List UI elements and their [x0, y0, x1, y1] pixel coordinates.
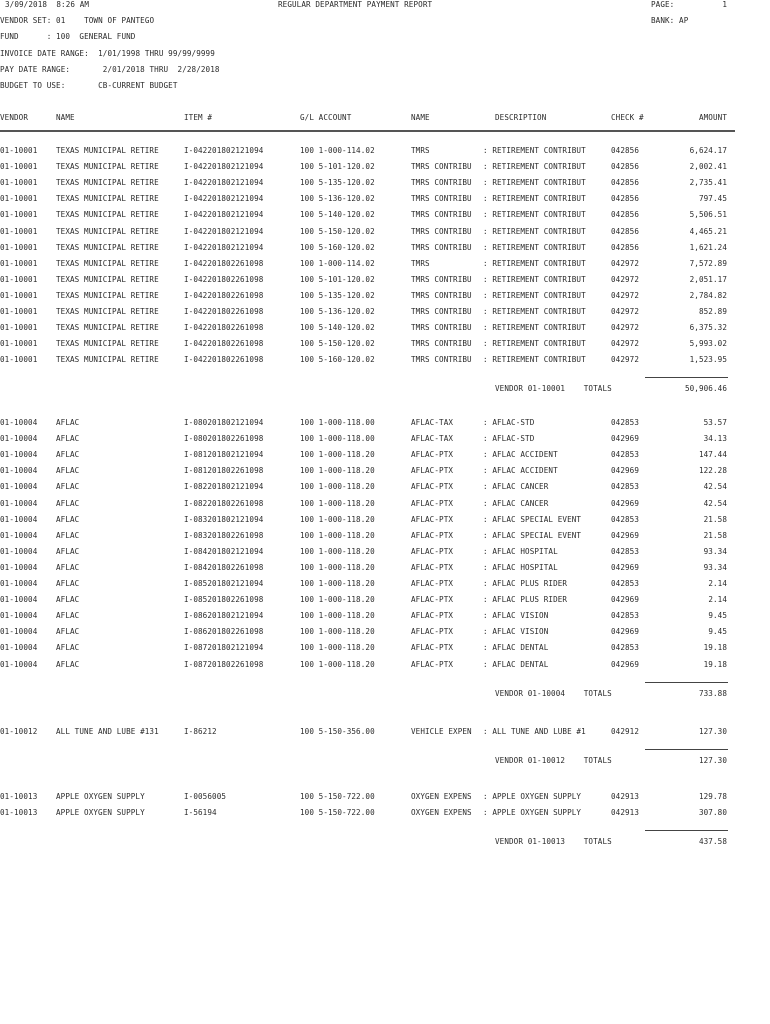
- account-name-cell: VEHICLE EXPEN: [411, 727, 472, 736]
- gl-account-cell: 100 1-000-118.20: [300, 627, 375, 636]
- gl-account-cell: 100 5-150-120.02: [300, 227, 375, 236]
- account-name-cell: AFLAC-PTX: [411, 627, 472, 636]
- item-number-cell: I-042201802121094: [184, 146, 264, 155]
- check-number-cell: 042972: [611, 323, 640, 332]
- description-cell: : RETIREMENT CONTRIBUT: [483, 259, 586, 268]
- gl-account-cell: 100 5-140-120.02: [300, 323, 375, 332]
- page-label: PAGE:: [651, 0, 675, 9]
- account-name-cell: AFLAC-PTX: [411, 643, 472, 652]
- vendor-cell: 01-10004: [0, 547, 38, 556]
- account-name-cell: TMRS CONTRIBU: [411, 355, 472, 364]
- gl-account-cell: 100 1-000-118.20: [300, 482, 375, 491]
- item-number-cell: I-042201802121094: [184, 194, 264, 203]
- account-name-cell: AFLAC-PTX: [411, 660, 472, 669]
- vendor-name-cell: TEXAS MUNICIPAL RETIRE: [56, 146, 159, 155]
- gl-account-cell: 100 5-140-120.02: [300, 210, 375, 219]
- vendor-name-cell: AFLAC: [56, 450, 80, 459]
- description-cell: : APPLE OXYGEN SUPPLY: [483, 808, 582, 817]
- check-number-cell: 042856: [611, 227, 640, 236]
- col-header-vendor: VENDOR: [0, 113, 29, 122]
- vendor-name-cell: AFLAC: [56, 563, 80, 572]
- gl-account-cell: 100 5-135-120.02: [300, 291, 375, 300]
- amount-cell: 7,572.89: [689, 259, 727, 268]
- vendor-name-cell: TEXAS MUNICIPAL RETIRE: [56, 243, 159, 252]
- gl-account-cell: 100 5-101-120.02: [300, 162, 375, 171]
- gl-account-cell: 100 5-160-120.02: [300, 243, 375, 252]
- description-cell: : AFLAC CANCER: [483, 482, 549, 491]
- vendor-cell: 01-10001: [0, 210, 38, 219]
- account-name-cell: TMRS CONTRIBU: [411, 227, 472, 236]
- gl-account-cell: 100 1-000-118.00: [300, 418, 375, 427]
- vendor-cell: 01-10001: [0, 194, 38, 203]
- vendor-name-cell: AFLAC: [56, 418, 80, 427]
- bank-line: BANK: AP: [651, 16, 689, 25]
- col-header-gl-account: G/L ACCOUNT: [300, 113, 352, 122]
- check-number-cell: 042853: [611, 418, 640, 427]
- vendor-cell: 01-10001: [0, 339, 38, 348]
- amount-cell: 19.18: [703, 660, 727, 669]
- total-underline: [645, 749, 728, 750]
- account-name-cell: TMRS CONTRIBU: [411, 178, 472, 187]
- check-number-cell: 042969: [611, 627, 640, 636]
- gl-account-cell: 100 1-000-118.20: [300, 547, 375, 556]
- item-number-cell: I-086201802261098: [184, 627, 264, 636]
- amount-cell: 127.30: [698, 727, 727, 736]
- account-name-cell: AFLAC-PTX: [411, 595, 472, 604]
- page-number: 1: [722, 0, 727, 9]
- amount-cell: 797.45: [698, 194, 727, 203]
- vendor-name-cell: TEXAS MUNICIPAL RETIRE: [56, 194, 159, 203]
- account-name-cell: OXYGEN EXPENS: [411, 792, 472, 801]
- vendor-cell: 01-10001: [0, 275, 38, 284]
- description-cell: : AFLAC DENTAL: [483, 643, 549, 652]
- vendor-total-amount: 127.30: [698, 756, 727, 765]
- amount-cell: 6,624.17: [689, 146, 727, 155]
- vendor-total-label: VENDOR 01-10001 TOTALS: [495, 384, 612, 393]
- gl-account-cell: 100 1-000-118.20: [300, 643, 375, 652]
- account-name-cell: TMRS CONTRIBU: [411, 162, 472, 171]
- vendor-name-cell: TEXAS MUNICIPAL RETIRE: [56, 275, 159, 284]
- account-name-cell: TMRS: [411, 259, 468, 268]
- vendor-total-amount: 50,906.46: [684, 384, 727, 393]
- item-number-cell: I-084201802261098: [184, 563, 264, 572]
- total-underline: [645, 377, 728, 378]
- vendor-cell: 01-10004: [0, 579, 38, 588]
- gl-account-cell: 100 5-160-120.02: [300, 355, 375, 364]
- amount-cell: 2,735.41: [689, 178, 727, 187]
- vendor-name-cell: AFLAC: [56, 482, 80, 491]
- item-number-cell: I-081201802121094: [184, 450, 264, 459]
- vendor-name-cell: AFLAC: [56, 515, 80, 524]
- description-cell: : AFLAC VISION: [483, 627, 549, 636]
- item-number-cell: I-080201802121094: [184, 418, 264, 427]
- description-cell: : AFLAC HOSPITAL: [483, 563, 558, 572]
- gl-account-cell: 100 1-000-118.20: [300, 515, 375, 524]
- amount-cell: 21.58: [703, 531, 727, 540]
- gl-account-cell: 100 1-000-118.20: [300, 579, 375, 588]
- gl-account-cell: 100 5-136-120.02: [300, 194, 375, 203]
- item-number-cell: I-042201802261098: [184, 259, 264, 268]
- item-number-cell: I-082201802121094: [184, 482, 264, 491]
- description-cell: : AFLAC SPECIAL EVENT: [483, 531, 582, 540]
- check-number-cell: 042853: [611, 579, 640, 588]
- pay-date-range: PAY DATE RANGE: 2/01/2018 THRU 2/28/2018: [0, 65, 220, 74]
- amount-cell: 2,051.17: [689, 275, 727, 284]
- vendor-name-cell: TEXAS MUNICIPAL RETIRE: [56, 227, 159, 236]
- description-cell: : RETIREMENT CONTRIBUT: [483, 275, 586, 284]
- description-cell: : RETIREMENT CONTRIBUT: [483, 210, 586, 219]
- item-number-cell: I-085201802261098: [184, 595, 264, 604]
- vendor-cell: 01-10001: [0, 355, 38, 364]
- vendor-name-cell: TEXAS MUNICIPAL RETIRE: [56, 210, 159, 219]
- check-number-cell: 042853: [611, 611, 640, 620]
- vendor-total-amount: 733.88: [698, 689, 727, 698]
- amount-cell: 5,993.02: [689, 339, 727, 348]
- vendor-cell: 01-10004: [0, 418, 38, 427]
- description-cell: : AFLAC DENTAL: [483, 660, 549, 669]
- col-header-amount: AMOUNT: [698, 113, 727, 122]
- item-number-cell: I-042201802261098: [184, 355, 264, 364]
- check-number-cell: 042969: [611, 595, 640, 604]
- account-name-cell: AFLAC-PTX: [411, 499, 472, 508]
- vendor-cell: 01-10004: [0, 450, 38, 459]
- gl-account-cell: 100 1-000-118.20: [300, 531, 375, 540]
- vendor-cell: 01-10001: [0, 323, 38, 332]
- gl-account-cell: 100 1-000-118.20: [300, 595, 375, 604]
- description-cell: : RETIREMENT CONTRIBUT: [483, 243, 586, 252]
- check-number-cell: 042856: [611, 243, 640, 252]
- description-cell: : RETIREMENT CONTRIBUT: [483, 162, 586, 171]
- check-number-cell: 042913: [611, 808, 640, 817]
- vendor-cell: 01-10004: [0, 499, 38, 508]
- vendor-name-cell: APPLE OXYGEN SUPPLY: [56, 792, 145, 801]
- amount-cell: 5,506.51: [689, 210, 727, 219]
- description-cell: : AFLAC SPECIAL EVENT: [483, 515, 582, 524]
- amount-cell: 147.44: [698, 450, 727, 459]
- description-cell: : RETIREMENT CONTRIBUT: [483, 355, 586, 364]
- amount-cell: 122.28: [698, 466, 727, 475]
- header-double-rule: [0, 130, 735, 132]
- col-header-check: CHECK #: [611, 113, 644, 122]
- item-number-cell: I-083201802261098: [184, 531, 264, 540]
- item-number-cell: I-087201802121094: [184, 643, 264, 652]
- item-number-cell: I-081201802261098: [184, 466, 264, 475]
- check-number-cell: 042972: [611, 339, 640, 348]
- vendor-cell: 01-10004: [0, 563, 38, 572]
- amount-cell: 42.54: [703, 482, 727, 491]
- vendor-cell: 01-10001: [0, 146, 38, 155]
- account-name-cell: AFLAC-TAX: [411, 434, 472, 443]
- check-number-cell: 042972: [611, 259, 640, 268]
- vendor-cell: 01-10004: [0, 595, 38, 604]
- gl-account-cell: 100 1-000-114.02: [300, 259, 375, 268]
- item-number-cell: I-042201802261098: [184, 291, 264, 300]
- account-name-cell: TMRS CONTRIBU: [411, 194, 472, 203]
- check-number-cell: 042972: [611, 275, 640, 284]
- gl-account-cell: 100 5-150-120.02: [300, 339, 375, 348]
- description-cell: : ALL TUNE AND LUBE #1: [483, 727, 586, 736]
- vendor-cell: 01-10001: [0, 178, 38, 187]
- vendor-set-line: VENDOR SET: 01 TOWN OF PANTEGO: [0, 16, 155, 25]
- amount-cell: 93.34: [703, 563, 727, 572]
- description-cell: : RETIREMENT CONTRIBUT: [483, 291, 586, 300]
- amount-cell: 307.80: [698, 808, 727, 817]
- item-number-cell: I-042201802261098: [184, 323, 264, 332]
- amount-cell: 2.14: [708, 579, 727, 588]
- account-name-cell: AFLAC-PTX: [411, 611, 472, 620]
- account-name-cell: OXYGEN EXPENS: [411, 808, 472, 817]
- description-cell: : AFLAC VISION: [483, 611, 549, 620]
- vendor-name-cell: AFLAC: [56, 466, 80, 475]
- account-name-cell: TMRS CONTRIBU: [411, 243, 472, 252]
- item-number-cell: I-042201802121094: [184, 243, 264, 252]
- vendor-name-cell: AFLAC: [56, 434, 80, 443]
- item-number-cell: I-087201802261098: [184, 660, 264, 669]
- description-cell: : RETIREMENT CONTRIBUT: [483, 323, 586, 332]
- vendor-name-cell: TEXAS MUNICIPAL RETIRE: [56, 307, 159, 316]
- check-number-cell: 042853: [611, 547, 640, 556]
- vendor-name-cell: TEXAS MUNICIPAL RETIRE: [56, 162, 159, 171]
- report-datetime: 3/09/2018 8:26 AM: [5, 0, 90, 9]
- amount-cell: 9.45: [708, 627, 727, 636]
- check-number-cell: 042969: [611, 466, 640, 475]
- gl-account-cell: 100 5-101-120.02: [300, 275, 375, 284]
- gl-account-cell: 100 5-150-722.00: [300, 792, 375, 801]
- vendor-cell: 01-10004: [0, 482, 38, 491]
- vendor-cell: 01-10004: [0, 660, 38, 669]
- check-number-cell: 042969: [611, 434, 640, 443]
- amount-cell: 4,465.21: [689, 227, 727, 236]
- vendor-name-cell: AFLAC: [56, 531, 80, 540]
- amount-cell: 852.89: [698, 307, 727, 316]
- check-number-cell: 042853: [611, 515, 640, 524]
- item-number-cell: I-086201802121094: [184, 611, 264, 620]
- account-name-cell: TMRS: [411, 146, 468, 155]
- description-cell: : AFLAC ACCIDENT: [483, 466, 558, 475]
- vendor-name-cell: AFLAC: [56, 643, 80, 652]
- amount-cell: 9.45: [708, 611, 727, 620]
- description-cell: : AFLAC-STD: [483, 418, 535, 427]
- check-number-cell: 042912: [611, 727, 640, 736]
- check-number-cell: 042969: [611, 531, 640, 540]
- vendor-total-amount: 437.58: [698, 837, 727, 846]
- col-header-item: ITEM #: [184, 113, 213, 122]
- vendor-name-cell: AFLAC: [56, 499, 80, 508]
- gl-account-cell: 100 1-000-114.02: [300, 146, 375, 155]
- gl-account-cell: 100 1-000-118.20: [300, 450, 375, 459]
- vendor-name-cell: AFLAC: [56, 595, 80, 604]
- check-number-cell: 042972: [611, 291, 640, 300]
- amount-cell: 129.78: [698, 792, 727, 801]
- account-name-cell: AFLAC-PTX: [411, 482, 472, 491]
- item-number-cell: I-56194: [184, 808, 217, 817]
- vendor-name-cell: TEXAS MUNICIPAL RETIRE: [56, 355, 159, 364]
- item-number-cell: I-042201802121094: [184, 227, 264, 236]
- vendor-name-cell: TEXAS MUNICIPAL RETIRE: [56, 259, 159, 268]
- account-name-cell: TMRS CONTRIBU: [411, 210, 472, 219]
- vendor-name-cell: AFLAC: [56, 579, 80, 588]
- description-cell: : RETIREMENT CONTRIBUT: [483, 339, 586, 348]
- vendor-name-cell: TEXAS MUNICIPAL RETIRE: [56, 178, 159, 187]
- vendor-cell: 01-10013: [0, 792, 38, 801]
- check-number-cell: 042913: [611, 792, 640, 801]
- total-underline: [645, 830, 728, 831]
- vendor-name-cell: TEXAS MUNICIPAL RETIRE: [56, 291, 159, 300]
- account-name-cell: TMRS CONTRIBU: [411, 307, 472, 316]
- amount-cell: 2.14: [708, 595, 727, 604]
- vendor-name-cell: TEXAS MUNICIPAL RETIRE: [56, 339, 159, 348]
- account-name-cell: TMRS CONTRIBU: [411, 275, 472, 284]
- gl-account-cell: 100 5-135-120.02: [300, 178, 375, 187]
- account-name-cell: TMRS CONTRIBU: [411, 339, 472, 348]
- vendor-name-cell: AFLAC: [56, 627, 80, 636]
- check-number-cell: 042853: [611, 450, 640, 459]
- item-number-cell: I-084201802121094: [184, 547, 264, 556]
- description-cell: : AFLAC ACCIDENT: [483, 450, 558, 459]
- item-number-cell: I-86212: [184, 727, 217, 736]
- item-number-cell: I-0056005: [184, 792, 227, 801]
- item-number-cell: I-042201802261098: [184, 275, 264, 284]
- description-cell: : AFLAC PLUS RIDER: [483, 595, 568, 604]
- amount-cell: 2,784.82: [689, 291, 727, 300]
- account-name-cell: AFLAC-PTX: [411, 531, 472, 540]
- vendor-name-cell: TEXAS MUNICIPAL RETIRE: [56, 323, 159, 332]
- gl-account-cell: 100 5-136-120.02: [300, 307, 375, 316]
- item-number-cell: I-082201802261098: [184, 499, 264, 508]
- amount-cell: 21.58: [703, 515, 727, 524]
- vendor-cell: 01-10001: [0, 227, 38, 236]
- account-name-cell: AFLAC-PTX: [411, 515, 472, 524]
- check-number-cell: 042969: [611, 563, 640, 572]
- account-name-cell: AFLAC-PTX: [411, 563, 472, 572]
- total-underline: [645, 682, 728, 683]
- vendor-total-label: VENDOR 01-10012 TOTALS: [495, 756, 612, 765]
- gl-account-cell: 100 1-000-118.20: [300, 499, 375, 508]
- vendor-cell: 01-10001: [0, 307, 38, 316]
- check-number-cell: 042856: [611, 210, 640, 219]
- description-cell: : AFLAC HOSPITAL: [483, 547, 558, 556]
- account-name-cell: AFLAC-PTX: [411, 547, 472, 556]
- description-cell: : RETIREMENT CONTRIBUT: [483, 146, 586, 155]
- item-number-cell: I-042201802121094: [184, 162, 264, 171]
- item-number-cell: I-042201802261098: [184, 307, 264, 316]
- item-number-cell: I-083201802121094: [184, 515, 264, 524]
- account-name-cell: AFLAC-PTX: [411, 466, 472, 475]
- item-number-cell: I-042201802121094: [184, 210, 264, 219]
- amount-cell: 19.18: [703, 643, 727, 652]
- check-number-cell: 042856: [611, 146, 640, 155]
- item-number-cell: I-080201802261098: [184, 434, 264, 443]
- vendor-name-cell: ALL TUNE AND LUBE #131: [56, 727, 159, 736]
- vendor-cell: 01-10001: [0, 259, 38, 268]
- vendor-cell: 01-10004: [0, 434, 38, 443]
- description-cell: : AFLAC PLUS RIDER: [483, 579, 568, 588]
- amount-cell: 53.57: [703, 418, 727, 427]
- item-number-cell: I-085201802121094: [184, 579, 264, 588]
- account-name-cell: AFLAC-TAX: [411, 418, 472, 427]
- check-number-cell: 042856: [611, 162, 640, 171]
- vendor-total-label: VENDOR 01-10004 TOTALS: [495, 689, 612, 698]
- item-number-cell: I-042201802121094: [184, 178, 264, 187]
- vendor-name-cell: AFLAC: [56, 660, 80, 669]
- vendor-name-cell: APPLE OXYGEN SUPPLY: [56, 808, 145, 817]
- check-number-cell: 042969: [611, 499, 640, 508]
- amount-cell: 42.54: [703, 499, 727, 508]
- description-cell: : AFLAC-STD: [483, 434, 535, 443]
- description-cell: : RETIREMENT CONTRIBUT: [483, 307, 586, 316]
- vendor-cell: 01-10013: [0, 808, 38, 817]
- vendor-cell: 01-10001: [0, 162, 38, 171]
- gl-account-cell: 100 1-000-118.20: [300, 466, 375, 475]
- amount-cell: 1,621.24: [689, 243, 727, 252]
- check-number-cell: 042972: [611, 355, 640, 364]
- account-name-cell: AFLAC-PTX: [411, 450, 472, 459]
- description-cell: : AFLAC CANCER: [483, 499, 549, 508]
- description-cell: : APPLE OXYGEN SUPPLY: [483, 792, 582, 801]
- check-number-cell: 042856: [611, 194, 640, 203]
- account-name-cell: AFLAC-PTX: [411, 579, 472, 588]
- budget-line: BUDGET TO USE: CB-CURRENT BUDGET: [0, 81, 178, 90]
- vendor-cell: 01-10012: [0, 727, 38, 736]
- vendor-cell: 01-10004: [0, 515, 38, 524]
- amount-cell: 34.13: [703, 434, 727, 443]
- description-cell: : RETIREMENT CONTRIBUT: [483, 194, 586, 203]
- vendor-cell: 01-10004: [0, 611, 38, 620]
- invoice-date-range: INVOICE DATE RANGE: 1/01/1998 THRU 99/99/9999: [0, 49, 215, 58]
- account-name-cell: TMRS CONTRIBU: [411, 291, 472, 300]
- amount-cell: 93.34: [703, 547, 727, 556]
- amount-cell: 2,002.41: [689, 162, 727, 171]
- check-number-cell: 042972: [611, 307, 640, 316]
- fund-line: FUND : 100 GENERAL FUND: [0, 32, 136, 41]
- gl-account-cell: 100 1-000-118.20: [300, 611, 375, 620]
- check-number-cell: 042853: [611, 643, 640, 652]
- vendor-cell: 01-10004: [0, 627, 38, 636]
- report-title: REGULAR DEPARTMENT PAYMENT REPORT: [278, 0, 433, 9]
- vendor-cell: 01-10004: [0, 466, 38, 475]
- vendor-name-cell: AFLAC: [56, 547, 80, 556]
- vendor-total-label: VENDOR 01-10013 TOTALS: [495, 837, 612, 846]
- gl-account-cell: 100 5-150-722.00: [300, 808, 375, 817]
- col-header-name: NAME: [56, 113, 75, 122]
- col-header-description: DESCRIPTION: [495, 113, 547, 122]
- vendor-cell: 01-10004: [0, 531, 38, 540]
- check-number-cell: 042856: [611, 178, 640, 187]
- gl-account-cell: 100 5-150-356.00: [300, 727, 375, 736]
- description-cell: : RETIREMENT CONTRIBUT: [483, 178, 586, 187]
- check-number-cell: 042969: [611, 660, 640, 669]
- gl-account-cell: 100 1-000-118.20: [300, 660, 375, 669]
- account-name-cell: TMRS CONTRIBU: [411, 323, 472, 332]
- vendor-name-cell: AFLAC: [56, 611, 80, 620]
- gl-account-cell: 100 1-000-118.00: [300, 434, 375, 443]
- amount-cell: 1,523.95: [689, 355, 727, 364]
- check-number-cell: 042853: [611, 482, 640, 491]
- vendor-cell: 01-10001: [0, 291, 38, 300]
- vendor-cell: 01-10001: [0, 243, 38, 252]
- description-cell: : RETIREMENT CONTRIBUT: [483, 227, 586, 236]
- col-header-account-name: NAME: [411, 113, 430, 122]
- amount-cell: 6,375.32: [689, 323, 727, 332]
- gl-account-cell: 100 1-000-118.20: [300, 563, 375, 572]
- item-number-cell: I-042201802261098: [184, 339, 264, 348]
- vendor-cell: 01-10004: [0, 643, 38, 652]
